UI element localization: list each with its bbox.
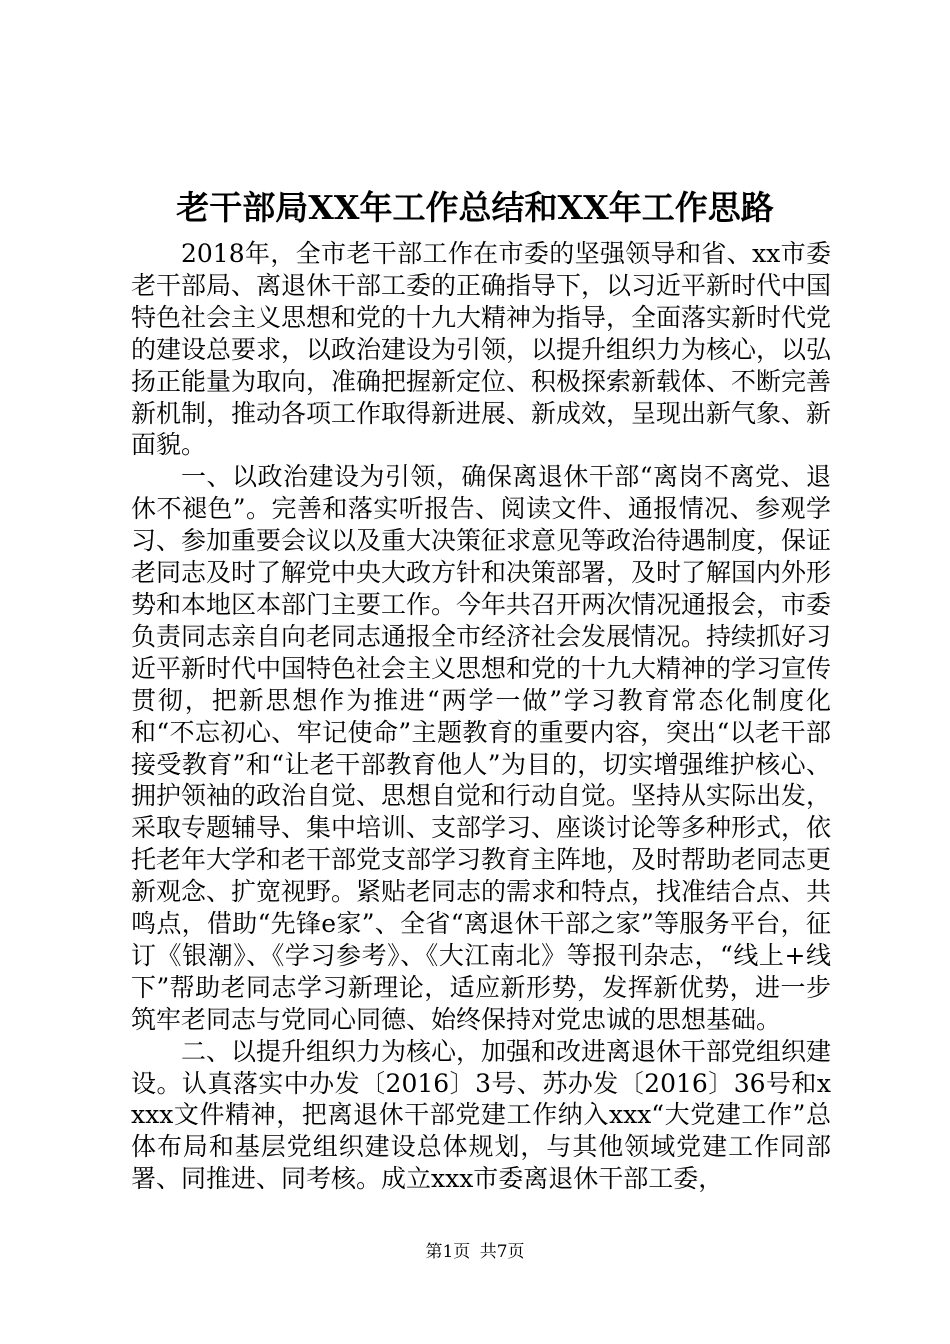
page-total: 共7页 [479, 1242, 525, 1262]
page-footer [0, 1240, 950, 1264]
document-body [131, 238, 831, 1195]
paragraph-intro: 2018年，全市老干部工作在市委的坚强领导和省、xx市委老干部局、离退休干部工委的正确指导下，以习近平新时代中国特色社会主义思想和党的十九大精神为指导，全面落实新时代党的建设总要求，以政治建设为引领，以提升组织力为核心，以弘扬正能量为取向，准确把握新定位、积极探索新载体、不断完善新机制，推动各项工作取得新进展、新成效，呈现出新气象、新面貌。 [131, 239, 832, 460]
document-title: 老干部局XX年工作总结和XX年工作思路 [176, 188, 774, 227]
page-number: 第1页 [425, 1242, 471, 1262]
paragraph-section-1: 一、以政治建设为引领，确保离退休干部“离岗不离党、退休不褪色”。完善和落实听报告、阅读文件、通报情况、参观学习、参加重要会议以及重大决策征求意见等政治待遇制度，保证老同志及时了解党中央大政方针和决策部署，及时了解国内外形势和本地区本部门主要工作。今年共召开两次情况通报会，市委负责同志亲自向老同志通报全市经济社会发展情况。持续抓好习近平新时代中国特色社会主义思想和党的十九大精神的学习宣传贯彻，把新思想作为推进“两学一做”学习教育常态化制度化和“不忘初心、牢记使命”主题教育的重要内容，突出“以老干部接受教育”和“让老干部教育他人”为目的，切实增强维护核心、拥护领袖的政治自觉、思想自觉和行动自觉。坚持从实际出发，采取专题辅导、集中培训、支部学习、座谈讨论等多种形式，依托老年大学和老干部党支部学习教育主阵地，及时帮助老同志更新观念、扩宽视野。紧贴老同志的需求和特点，找准结合点、共鸣点，借助“先锋e家”、全省“离退休干部之家”等服务平台，征订《银潮》、《学习参考》、《大江南北》等报刊杂志，“线上+线下”帮助老同志学习新理论，适应新形势，发挥新优势，进一步筑牢老同志与党同心同德、始终保持对党忠诚的思想基础。 [131, 462, 832, 1034]
paragraph-section-2: 二、以提升组织力为核心，加强和改进离退休干部党组织建设。认真落实中办发〔2016〕3号、苏办发〔2016〕36号和xxxx文件精神，把离退休干部党建工作纳入xxx“大党建工作”总体布局和基层党组织建设总体规划，与其他领域党建工作同部署、同推进、同考核。成立xxx市委离退休干部工委， [131, 1036, 832, 1194]
